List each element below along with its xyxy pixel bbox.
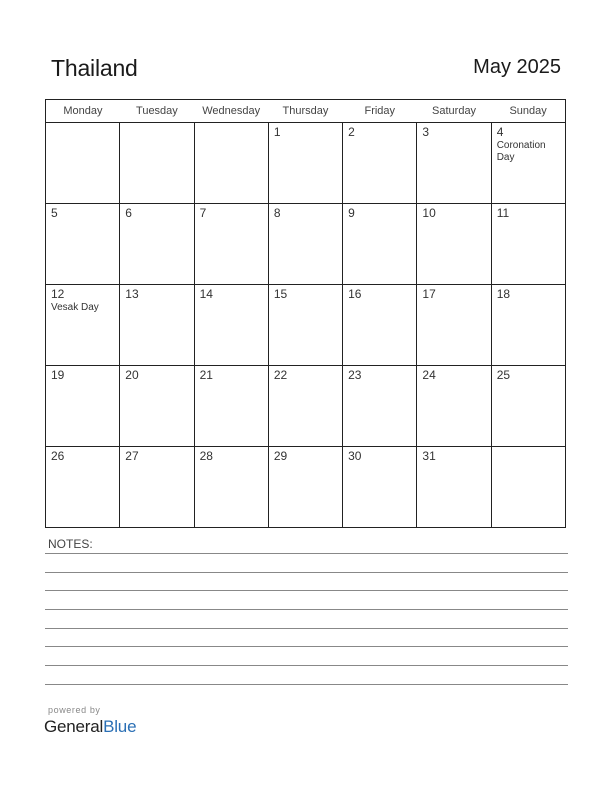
month-year-title: May 2025 <box>473 56 561 78</box>
weekday-header: Friday <box>343 100 417 123</box>
week-row <box>46 123 566 204</box>
day-cell <box>120 123 194 204</box>
day-number: 23 <box>348 368 362 382</box>
week-row <box>46 447 566 528</box>
day-cell <box>491 447 565 528</box>
day-cell <box>491 123 565 204</box>
day-number: 13 <box>125 287 139 301</box>
weekday-header: Monday <box>46 100 120 123</box>
weekday-header: Wednesday <box>194 100 268 123</box>
day-cell <box>268 123 342 204</box>
day-number: 28 <box>199 449 213 463</box>
day-number: 10 <box>422 206 436 220</box>
day-cell <box>194 447 268 528</box>
day-cell <box>46 123 120 204</box>
day-cell <box>343 204 417 285</box>
day-cell <box>268 285 342 366</box>
calendar-grid <box>45 99 566 528</box>
day-cell <box>417 123 491 204</box>
day-number: 27 <box>125 449 139 463</box>
day-cell <box>194 123 268 204</box>
day-cell <box>491 204 565 285</box>
day-number: 9 <box>348 206 355 220</box>
day-cell <box>417 447 491 528</box>
day-number: 29 <box>273 449 288 463</box>
day-cell <box>46 366 120 447</box>
day-cell <box>120 447 194 528</box>
day-number: 15 <box>273 287 288 301</box>
day-cell <box>491 366 565 447</box>
note-line <box>45 572 568 573</box>
day-cell <box>268 204 342 285</box>
day-number: 31 <box>422 449 436 463</box>
note-line <box>45 665 568 666</box>
day-number: 6 <box>125 206 132 220</box>
day-number: 1 <box>273 125 281 139</box>
day-cell <box>46 447 120 528</box>
day-number: 24 <box>422 368 436 382</box>
day-cell <box>343 285 417 366</box>
weekday-header: Saturday <box>417 100 491 123</box>
day-cell <box>417 366 491 447</box>
day-cell <box>491 285 565 366</box>
notes-label: NOTES: <box>48 537 93 551</box>
day-cell <box>268 366 342 447</box>
note-line <box>45 553 568 554</box>
note-line <box>45 609 568 610</box>
day-number: 5 <box>51 206 58 220</box>
day-number: 12 <box>51 287 65 301</box>
weekday-header-row <box>46 100 566 123</box>
day-cell <box>120 204 194 285</box>
day-number: 21 <box>199 368 213 382</box>
day-number: 8 <box>273 206 281 220</box>
day-cell <box>343 447 417 528</box>
day-cell <box>120 366 194 447</box>
holiday-label: Vesak Day <box>51 302 99 313</box>
day-cell <box>46 285 120 366</box>
day-number: 4 <box>496 125 504 139</box>
brand-blue-text: Blue <box>103 717 137 736</box>
holiday-label: Coronation Day <box>496 140 546 163</box>
brand-general-text: General <box>44 717 104 736</box>
week-row <box>46 204 566 285</box>
day-number: 11 <box>496 206 510 220</box>
generalblue-logo[interactable] <box>44 717 136 737</box>
day-cell <box>194 285 268 366</box>
day-cell <box>268 447 342 528</box>
weekday-header: Tuesday <box>120 100 194 123</box>
day-number: 2 <box>348 125 355 139</box>
weekday-header: Thursday <box>268 100 342 123</box>
day-cell <box>120 285 194 366</box>
note-line <box>45 590 568 591</box>
day-cell <box>194 366 268 447</box>
country-title: Thailand <box>51 55 138 81</box>
day-number: 26 <box>51 449 65 463</box>
day-number: 3 <box>422 125 430 139</box>
day-number: 17 <box>422 287 436 301</box>
day-number: 7 <box>199 206 207 220</box>
day-cell <box>46 204 120 285</box>
note-line <box>45 646 568 647</box>
day-cell <box>194 204 268 285</box>
powered-by-label: powered by <box>48 705 101 715</box>
day-number: 18 <box>496 287 511 301</box>
day-number: 16 <box>348 287 362 301</box>
weekday-header: Sunday <box>491 100 565 123</box>
day-cell <box>417 285 491 366</box>
day-number: 19 <box>51 368 65 382</box>
day-number: 20 <box>125 368 139 382</box>
week-row <box>46 366 566 447</box>
day-cell <box>343 366 417 447</box>
day-cell <box>343 123 417 204</box>
week-row <box>46 285 566 366</box>
day-cell <box>417 204 491 285</box>
day-number: 30 <box>348 449 362 463</box>
note-line <box>45 628 568 629</box>
day-number: 22 <box>273 368 288 382</box>
day-number: 25 <box>496 368 511 382</box>
note-line <box>45 684 568 685</box>
day-number: 14 <box>199 287 213 301</box>
